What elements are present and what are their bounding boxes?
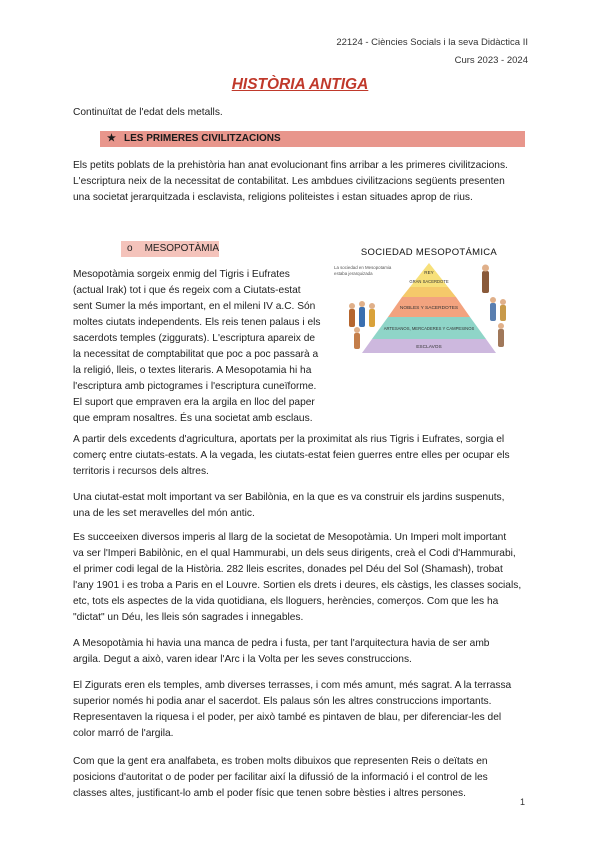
page-title: HISTÒRIA ANTIGA — [231, 76, 369, 93]
page-number: 1 — [520, 797, 526, 807]
tier-label: ESCLAVOS — [416, 345, 442, 350]
text-line: sent Sumer la més important, en el mileni IV a.C. Són — [73, 301, 316, 312]
tier-label: GRAN SACERDOTE — [409, 279, 449, 284]
text-line: Com que la gent era analfabeta, es troben molts dibuixos que representen Reis o deïtats en — [73, 756, 488, 767]
figure-note: La sociedad en Mesopotamia estaba jerarquizada — [334, 265, 392, 276]
society-pyramid-figure — [332, 243, 526, 357]
text-line: argila. Degut a això, varen idear l'Arc i la Volta per les seves construccions. — [73, 654, 412, 665]
tier-label: ARTESANOS, MERCADERES Y CAMPESINOS — [383, 326, 475, 331]
text-line: Els petits poblats de la prehistòria han anat evolucionant fins arribar a les primeres civilitzacions. — [73, 160, 508, 171]
text-line: l'escriptura amb pictogrames i l'escriptura cuneïforme. — [73, 381, 317, 392]
subsection-heading — [121, 241, 219, 257]
text-line: sacerdots temples (ziggurats). L'escriptura apareix de — [73, 333, 316, 344]
text-line: Es succeeixen diversos imperis al llarg de la societat de Mesopotàmia. Un Imperi molt important — [73, 532, 507, 543]
tier-label: REY — [424, 270, 434, 275]
text-line: etc, tots els aspectes de la vida quotidiana, els lloguers, herències, comerços. Com que les ha — [73, 596, 499, 607]
text-line: va ser l'Imperi Babilònic, en el qual Hammurabi, un dels seus dirigents, creà el Codi d'Hammurabi, — [73, 548, 516, 559]
header-course: 22124 - Ciències Socials i la seva Didàctica II — [336, 37, 528, 48]
text-line: (actual Irak) tot i que és regeix com a Ciutats-estat — [73, 285, 301, 296]
text-line: una societat jerarquitzada i esclavista, religions politeistes i estan situades aprop de rius. — [73, 192, 473, 203]
text-line: comerç entre ciutats-estats. A la vegada, les ciutats-estat feien guerres entre elles per ocupar els — [73, 450, 510, 461]
tier-label: NOBLES Y SACERDOTES — [399, 306, 459, 311]
text-line: A Mesopotàmia hi havia una manca de pedra i fusta, per tant l'arquitectura havia de ser amb — [73, 638, 490, 649]
tier-gran-sacerdote — [402, 287, 456, 297]
text-line: "dictat" un Déu, les lleis són sagrades i innegables. — [73, 612, 304, 623]
text-line: Mesopotàmia sorgeix enmig del Tigris i Eufrates — [73, 269, 290, 280]
text-line: Una ciutat-estat molt important va ser Babilònia, en la que es va construir els jardins suspenuts, — [73, 492, 505, 503]
text-line: l'any 1901 i es troba a Paris en el Louvre. Sortien els drets i deures, els càstigs, les classes socials, — [73, 580, 522, 591]
text-line: Representaven la riquesa i el poder, per això també es pintaven de blau, per diferenciar-les del — [73, 712, 502, 723]
text-line: El suport que empraven era la argila en lloc del paper — [73, 397, 315, 408]
pyramid-diagram — [332, 243, 526, 357]
text-line: la necessitat de comptabilitat que poc a poc passarà a — [73, 349, 319, 360]
figure-title: SOCIEDAD MESOPOTÁMICA — [360, 247, 498, 258]
text-line: moltes ciutats independents. Els reis tenen palaus i els — [73, 317, 321, 328]
section-heading — [100, 131, 525, 147]
text-line: la religió, lleis, o textes literaris. A Mesopotamia hi ha — [73, 365, 312, 376]
text-line: L'escriptura neix de la necessitat de contabilitat. Les ambdues civilitzacions següents presenten — [73, 176, 505, 187]
section-heading-label: LES PRIMERES CIVILITZACIONS — [123, 133, 281, 144]
text-line: territoris i recursos dels altres. — [73, 466, 209, 477]
star-icon: ★ — [107, 133, 116, 144]
bullet-icon: o — [127, 243, 133, 254]
header-year: Curs 2023 - 2024 — [454, 55, 528, 66]
subsection-heading-label: MESOPOTÀMIA — [144, 243, 220, 254]
text-line: El Zigurats eren els temples, amb diverses terrasses, i com més amunt, més sagrat. A la terrassa — [73, 680, 512, 691]
text-line: que empram nosaltres. És una societat amb esclaus. — [73, 413, 313, 424]
intro-text: Continuïtat de l'edat dels metalls. — [73, 107, 223, 118]
text-line: superior només hi podia anar el sacerdot. Els palaus són les altres construccions importants. — [73, 696, 492, 707]
text-line: el primer codi legal de la Història. 282 lleis escrites, donades pel Déu del Sol (Shamash), trobat — [73, 564, 503, 575]
text-line: color marró de l'argila. — [73, 728, 174, 739]
figure-people-right — [482, 265, 506, 348]
text-line: A partir dels excedents d'agricultura, aportats per la proximitat als rius Tigris i Eufrates, sorgia el — [73, 434, 505, 445]
text-line: posicions d'autoritat o de poder per facilitar així la difussió de la informació i el control de les — [73, 772, 488, 783]
text-line: una de les set meravelles del món antic. — [73, 508, 255, 519]
text-line: classes altes, justificant-lo amb el poder físic que tenen sobre bèsties i altres persones. — [73, 788, 466, 799]
